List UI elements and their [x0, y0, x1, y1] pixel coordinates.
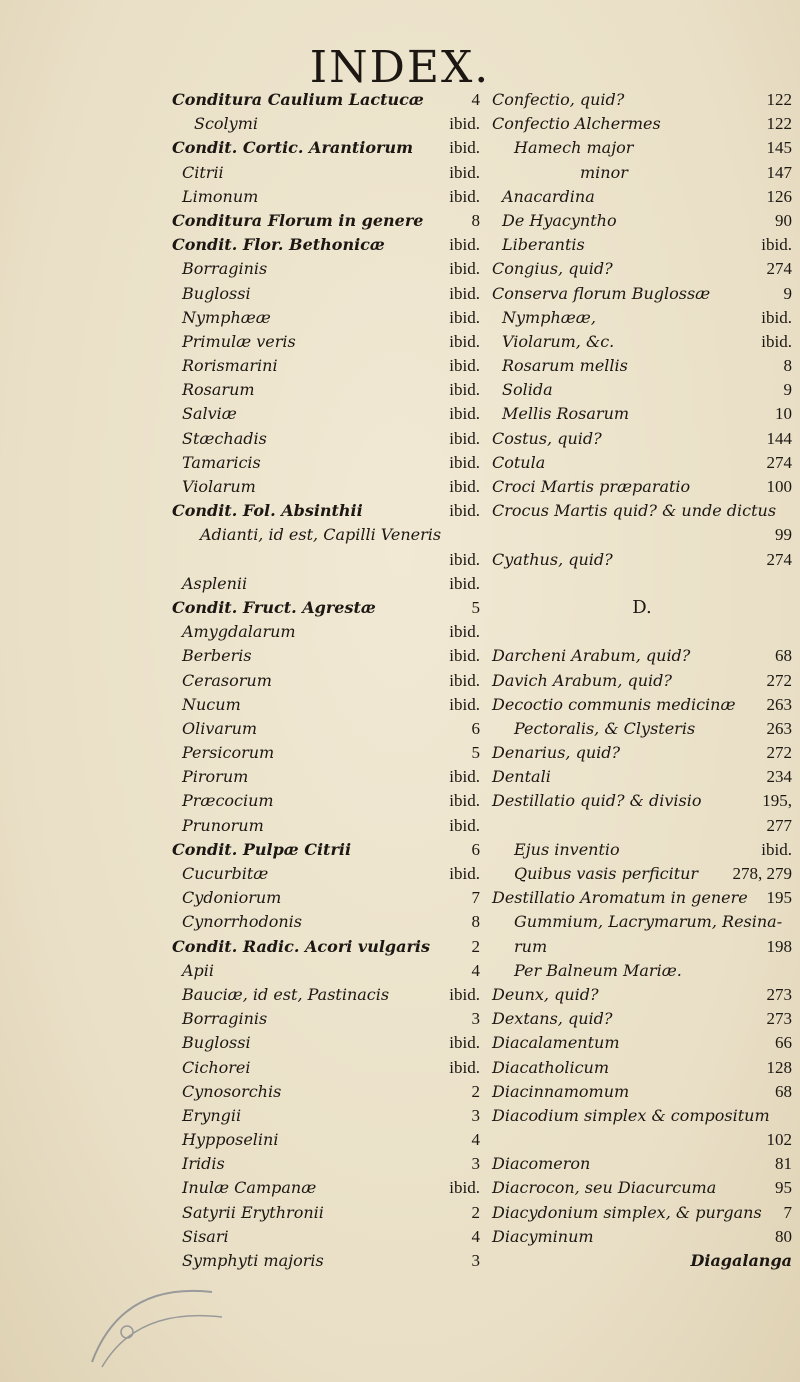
index-term: Gummium, Lacrymarum, Resina- — [514, 912, 783, 932]
index-entry — [172, 548, 480, 572]
page-reference: 273 — [766, 984, 792, 1004]
page-reference: ibid. — [761, 331, 792, 351]
page-reference: 2 — [471, 936, 480, 956]
index-term: Prunorum — [182, 815, 264, 835]
index-term: Symphyti majoris — [182, 1251, 324, 1270]
index-term: Borraginis — [182, 259, 268, 279]
page-reference: ibid. — [449, 138, 480, 158]
index-term: Conditura Florum in genere — [172, 210, 424, 230]
index-entry — [492, 814, 792, 838]
index-column-right — [492, 88, 792, 1273]
index-term: Dextans, quid? — [492, 1009, 613, 1029]
index-entry — [492, 1176, 792, 1200]
index-term: Nymphææ — [182, 307, 271, 327]
index-term: Borraginis — [182, 1009, 268, 1029]
page-reference: 2 — [471, 1202, 480, 1222]
index-entry — [172, 523, 480, 547]
index-entry — [172, 378, 480, 402]
index-entry — [172, 886, 480, 910]
index-entry — [172, 814, 480, 838]
index-term: Quibus vasis perficitur — [514, 864, 699, 883]
page-reference: ibid. — [449, 235, 480, 255]
index-term: De Hyacyntho — [502, 210, 617, 230]
index-entry — [172, 1128, 480, 1152]
page-reference: ibid. — [449, 984, 480, 1004]
index-entry — [172, 499, 480, 523]
page-reference: 4 — [471, 960, 480, 980]
index-entry — [492, 1225, 792, 1249]
index-entry — [492, 959, 792, 983]
page-reference: 9 — [783, 283, 792, 303]
index-entry — [492, 669, 792, 693]
index-term: Hamech major — [514, 138, 634, 158]
index-entry — [492, 983, 792, 1007]
index-entry — [172, 1104, 480, 1128]
page-reference: ibid. — [449, 549, 480, 569]
index-entry — [492, 741, 792, 765]
page-reference: 274 — [766, 259, 792, 279]
index-entry — [492, 1201, 792, 1225]
index-term: Confectio Alchermes — [492, 114, 661, 134]
page-reference: 102 — [766, 1130, 792, 1150]
index-term: Cynorrhodonis — [182, 912, 302, 932]
index-term: Davich Arabum, quid? — [492, 670, 672, 690]
page-reference: 10 — [775, 404, 792, 424]
index-entry — [492, 161, 792, 185]
index-term: Iridis — [182, 1154, 225, 1174]
index-entry — [492, 354, 792, 378]
index-term: Præcocium — [182, 791, 274, 811]
page-reference: ibid. — [449, 186, 480, 206]
page-reference: 100 — [766, 477, 792, 496]
index-entry — [492, 838, 792, 862]
index-entry — [492, 1080, 792, 1104]
index-term: Primulæ veris — [182, 331, 296, 351]
index-entry — [492, 620, 792, 644]
page-reference: ibid. — [449, 380, 480, 400]
page-reference: 234 — [766, 767, 792, 787]
index-term: Pirorum — [182, 767, 249, 787]
page-reference: 4 — [471, 1130, 480, 1150]
page-reference: 8 — [471, 912, 480, 932]
page-reference: 3 — [471, 1009, 480, 1029]
index-entry — [172, 935, 480, 959]
page-reference: 66 — [775, 1033, 792, 1053]
index-entry — [172, 572, 480, 596]
index-entry — [172, 983, 480, 1007]
index-term: Costus, quid? — [492, 428, 602, 448]
index-term: Darcheni Arabum, quid? — [492, 646, 691, 666]
index-term: Decoctio communis medicinæ — [492, 694, 736, 714]
index-term: Sisari — [182, 1226, 229, 1246]
index-entry — [492, 1007, 792, 1031]
index-entry — [172, 475, 480, 499]
index-entry — [492, 209, 792, 233]
index-term: Solida — [502, 380, 553, 400]
page-reference: ibid. — [449, 622, 480, 642]
index-term: Conserva florum Buglossæ — [492, 283, 711, 303]
index-entry — [172, 620, 480, 644]
index-term: Berberis — [182, 646, 252, 666]
index-entry — [172, 693, 480, 717]
page-reference: 195 — [766, 888, 792, 908]
index-term: Diacrocon, seu Diacurcuma — [492, 1178, 717, 1198]
page-reference: 3 — [471, 1251, 480, 1270]
page-reference: 274 — [766, 452, 792, 472]
page-reference: 4 — [471, 1226, 480, 1246]
index-entry — [492, 548, 792, 572]
index-entry — [492, 765, 792, 789]
index-term: rum — [514, 936, 548, 956]
page-reference: ibid. — [449, 428, 480, 448]
index-term: Tamaricis — [182, 452, 261, 472]
page-reference: 81 — [775, 1154, 792, 1174]
index-entry — [492, 862, 792, 886]
index-term: Pectoralis, & Clysteris — [514, 718, 696, 738]
page-reference: 8 — [783, 356, 792, 376]
page-reference: ibid. — [449, 114, 480, 134]
page-reference: 263 — [766, 718, 792, 738]
index-term: Amygdalarum — [182, 622, 296, 642]
page-reference: 3 — [471, 1105, 480, 1125]
index-term: Rorismarini — [182, 356, 278, 376]
index-entry — [492, 1056, 792, 1080]
index-term: Per Balneum Mariæ. — [514, 960, 682, 980]
index-term: Congius, quid? — [492, 259, 613, 279]
index-entry — [172, 306, 480, 330]
page-reference: ibid. — [449, 162, 480, 182]
index-term: Mellis Rosarum — [502, 404, 630, 424]
index-entry — [172, 910, 480, 934]
page-reference: ibid. — [761, 839, 792, 859]
page-reference: ibid. — [449, 1178, 480, 1198]
index-term: Violarum, &c. — [502, 331, 615, 351]
index-term: Olivarum — [182, 718, 258, 738]
page-reference: 195, — [762, 791, 792, 811]
page-reference: 7 — [471, 888, 480, 908]
index-term: Condit. Cortic. Arantiorum — [172, 138, 413, 158]
page-reference: 122 — [766, 114, 792, 134]
index-term: Destillatio Aromatum in genere — [492, 888, 748, 908]
index-term: Hypposelini — [182, 1130, 279, 1150]
index-term: Condit. Pulpæ Citrii — [172, 839, 352, 859]
index-term: Inulæ Campanæ — [182, 1178, 317, 1198]
index-term: Crocus Martis quid? & unde dictus — [492, 501, 777, 521]
index-entry — [172, 1031, 480, 1055]
index-term: Diacodium simplex & compositum — [492, 1105, 770, 1125]
page-reference: 80 — [775, 1226, 792, 1246]
index-term: Dentali — [492, 767, 551, 787]
page-reference: ibid. — [449, 670, 480, 690]
index-entry — [172, 451, 480, 475]
page-reference: 4 — [471, 90, 480, 109]
index-term: Persicorum — [182, 743, 275, 763]
index-term: Bauciæ, id est, Pastinacis — [182, 984, 390, 1004]
index-entry — [492, 185, 792, 209]
index-term: Nymphææ, — [502, 307, 596, 327]
page-reference: 278, 279 — [732, 864, 792, 883]
index-entry — [172, 1201, 480, 1225]
index-term: Conditura Caulium Lactucæ — [172, 90, 424, 109]
index-entry — [492, 1152, 792, 1176]
page-reference: 274 — [766, 549, 792, 569]
index-entry — [172, 717, 480, 741]
index-term: Stæchadis — [182, 428, 267, 448]
page-reference: 8 — [471, 210, 480, 230]
page-reference: 198 — [766, 936, 792, 956]
page-reference: 5 — [471, 597, 480, 617]
page-reference: 147 — [766, 162, 792, 182]
index-entry — [492, 88, 792, 112]
index-entry — [492, 596, 792, 620]
index-term: Asplenii — [182, 573, 248, 593]
page-reference: ibid. — [761, 235, 792, 255]
index-entry — [492, 257, 792, 281]
page-reference: 277 — [766, 815, 792, 835]
page-reference: 68 — [775, 646, 792, 666]
page-reference: ibid. — [449, 331, 480, 351]
index-entry — [172, 330, 480, 354]
index-term: Destillatio quid? & divisio — [492, 791, 702, 811]
index-entry — [492, 402, 792, 426]
index-entry — [172, 185, 480, 209]
index-entry — [492, 475, 792, 499]
page-reference: 7 — [783, 1202, 792, 1222]
index-term: Eryngii — [182, 1105, 242, 1125]
index-term: Diacydonium simplex, & purgans — [492, 1202, 762, 1222]
index-entry — [492, 136, 792, 160]
index-term: Cyathus, quid? — [492, 549, 613, 569]
page-reference: 6 — [471, 839, 480, 859]
index-term: Deunx, quid? — [492, 984, 599, 1004]
index-entry — [492, 886, 792, 910]
index-term: Nucum — [182, 694, 241, 714]
index-term: Rosarum mellis — [502, 356, 628, 376]
page-reference: ibid. — [449, 646, 480, 666]
index-term: Liberantis — [502, 235, 585, 255]
page-reference: 145 — [766, 138, 792, 158]
page-reference: ibid. — [449, 452, 480, 472]
index-entry — [172, 765, 480, 789]
index-entry — [172, 161, 480, 185]
index-entry — [492, 1104, 792, 1128]
index-term: Diagalanga — [690, 1251, 792, 1270]
index-term: Apii — [182, 960, 215, 980]
page-reference: 122 — [766, 90, 792, 109]
index-entry — [172, 1176, 480, 1200]
index-term: Diacyminum — [492, 1226, 594, 1246]
index-entry — [492, 282, 792, 306]
index-entry — [172, 136, 480, 160]
index-entry — [492, 1128, 792, 1152]
index-term: minor — [580, 162, 628, 182]
index-entry — [172, 282, 480, 306]
page-reference: 5 — [471, 743, 480, 763]
page-reference: ibid. — [449, 356, 480, 376]
page-reference: ibid. — [449, 477, 480, 496]
index-term: Condit. Flor. Bethonicæ — [172, 235, 385, 255]
index-entry — [172, 862, 480, 886]
index-term: Anacardina — [502, 186, 595, 206]
index-entry — [492, 789, 792, 813]
page-reference: ibid. — [449, 283, 480, 303]
index-entry — [172, 88, 480, 112]
index-entry — [492, 499, 792, 523]
page-reference: ibid. — [449, 864, 480, 883]
index-entry — [172, 1152, 480, 1176]
library-stamp-icon — [82, 1262, 232, 1372]
index-term: Denarius, quid? — [492, 743, 621, 763]
index-entry — [492, 306, 792, 330]
page-reference: ibid. — [449, 404, 480, 424]
index-entry — [172, 427, 480, 451]
page-reference: ibid. — [449, 1057, 480, 1077]
index-term: Diacatholicum — [492, 1057, 610, 1077]
index-column-left — [172, 88, 480, 1273]
page-reference: ibid. — [449, 694, 480, 714]
index-entry — [492, 693, 792, 717]
index-entry — [172, 257, 480, 281]
page-reference: 6 — [471, 718, 480, 738]
index-term: Cerasorum — [182, 670, 272, 690]
page-reference: 99 — [775, 525, 792, 545]
page-reference: 273 — [766, 1009, 792, 1029]
index-entry — [172, 669, 480, 693]
page-reference: 128 — [766, 1057, 792, 1077]
index-entry — [492, 717, 792, 741]
index-entry — [492, 935, 792, 959]
index-term: Diacinnamomum — [492, 1081, 630, 1101]
index-entry — [172, 1225, 480, 1249]
index-term: Confectio, quid? — [492, 90, 625, 109]
page-reference: 9 — [783, 380, 792, 400]
index-entry — [172, 1080, 480, 1104]
page-reference: 95 — [775, 1178, 792, 1198]
page-reference: 272 — [766, 743, 792, 763]
index-entry — [172, 596, 480, 620]
page-reference: 272 — [766, 670, 792, 690]
page-reference: 3 — [471, 1154, 480, 1174]
index-entry — [172, 209, 480, 233]
page-reference: 68 — [775, 1081, 792, 1101]
index-entry — [492, 1031, 792, 1055]
page-reference: ibid. — [449, 501, 480, 521]
page-reference: ibid. — [449, 815, 480, 835]
index-entry — [492, 910, 792, 934]
page-reference: 126 — [766, 186, 792, 206]
page-reference: ibid. — [449, 767, 480, 787]
page-reference: ibid. — [761, 307, 792, 327]
index-term: Rosarum — [182, 380, 255, 400]
page-reference: ibid. — [449, 791, 480, 811]
page-reference: 263 — [766, 694, 792, 714]
index-term: Satyrii Erythronii — [182, 1202, 324, 1222]
index-entry — [172, 112, 480, 136]
index-term: D. — [632, 596, 652, 618]
index-term: Scolymi — [194, 114, 258, 134]
index-term: Violarum — [182, 477, 256, 496]
index-entry — [172, 354, 480, 378]
index-entry — [492, 572, 792, 596]
index-term: Salviæ — [182, 404, 237, 424]
page-reference: 144 — [766, 428, 792, 448]
index-term: Cotula — [492, 452, 546, 472]
index-entry — [492, 112, 792, 136]
index-term: Condit. Fol. Absinthii — [172, 501, 363, 521]
index-term: Cynosorchis — [182, 1081, 282, 1101]
index-term: Cichorei — [182, 1057, 251, 1077]
index-entry — [172, 741, 480, 765]
index-term: Buglossi — [182, 283, 251, 303]
index-term: Cucurbitæ — [182, 864, 269, 883]
index-entry — [492, 523, 792, 547]
index-entry — [492, 427, 792, 451]
index-entry — [172, 402, 480, 426]
index-entry — [172, 233, 480, 257]
index-entry — [492, 1249, 792, 1273]
index-entry — [172, 789, 480, 813]
page-reference: ibid. — [449, 259, 480, 279]
index-entry — [492, 378, 792, 402]
index-entry — [492, 233, 792, 257]
index-term: Ejus inventio — [514, 839, 620, 859]
index-entry — [172, 838, 480, 862]
index-term: Condit. Radic. Acori vulgaris — [172, 936, 430, 956]
index-term: Croci Martis præparatio — [492, 477, 691, 496]
index-entry — [492, 330, 792, 354]
index-entry — [172, 1007, 480, 1031]
index-entry — [492, 451, 792, 475]
index-term: Diacalamentum — [492, 1033, 620, 1053]
index-term: Citrii — [182, 162, 224, 182]
index-term: Limonum — [182, 186, 259, 206]
page-title: INDEX. — [309, 42, 491, 93]
index-entry — [172, 644, 480, 668]
index-term: Adianti, id est, Capilli Veneris — [200, 525, 442, 545]
index-entry — [172, 1056, 480, 1080]
index-entry — [172, 959, 480, 983]
page-reference: 2 — [471, 1081, 480, 1101]
page-reference: 90 — [775, 210, 792, 230]
page-reference: ibid. — [449, 307, 480, 327]
page-reference: ibid. — [449, 573, 480, 593]
index-term: Condit. Fruct. Agrestæ — [172, 597, 376, 617]
index-term: Cydoniorum — [182, 888, 282, 908]
index-entry — [492, 644, 792, 668]
index-term: Buglossi — [182, 1033, 251, 1053]
page-reference: ibid. — [449, 1033, 480, 1053]
index-term: Diacomeron — [492, 1154, 591, 1174]
